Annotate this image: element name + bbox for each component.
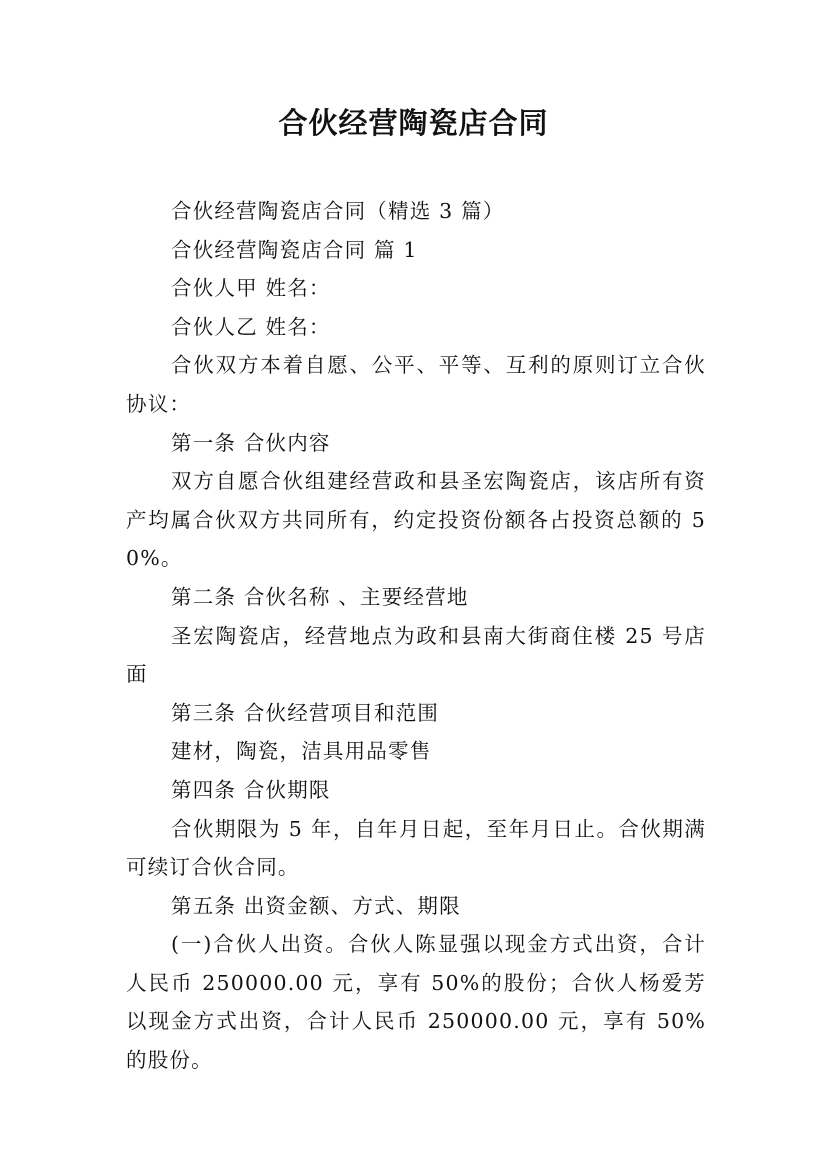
article-2-text: 圣宏陶瓷店，经营地点为政和县南大街商住楼 25 号店面 — [126, 623, 706, 687]
preamble-paragraph: 合伙双方本着自愿、公平、平等、互利的原则订立合伙协议： — [126, 353, 706, 416]
article-5-heading: 第五条 出资金额、方式、期限 — [171, 893, 461, 918]
subtitle-line: 合伙经营陶瓷店合同（精选 3 篇） — [171, 199, 505, 223]
article-1-heading: 第一条 合伙内容 — [171, 430, 331, 455]
document-title: 合伙经营陶瓷店合同 — [278, 106, 549, 140]
document-body — [126, 192, 706, 1080]
article-1-text: 双方自愿合伙组建经营政和县圣宏陶瓷店，该店所有资产均属合伙双方共同所有，约定投资份额各占投资总额的 50%。 — [126, 469, 706, 571]
article-4-heading: 第四条 合伙期限 — [171, 777, 331, 802]
article-5-text: (一)合伙人出资。合伙人陈显强以现金方式出资，合计人民币 250000.00 元，享有 50%的股份；合伙人杨爱芳以现金方式出资，合计人民币 250000.00 元，享有 50%的股份。 — [126, 932, 706, 1073]
article-3-text: 建材，陶瓷，洁具用品零售 — [171, 739, 432, 764]
article-4-text: 合伙期限为 5 年，自年月日起，至年月日止。合伙期满可续订合伙合同。 — [126, 816, 706, 880]
article-3-heading: 第三条 合伙经营项目和范围 — [171, 700, 440, 725]
article-2-heading: 第二条 合伙名称 、主要经营地 — [171, 584, 469, 609]
party-a-line: 合伙人甲 姓名： — [171, 276, 331, 301]
party-b-line: 合伙人乙 姓名： — [171, 314, 331, 339]
section-heading: 合伙经营陶瓷店合同 篇 1 — [171, 237, 418, 262]
